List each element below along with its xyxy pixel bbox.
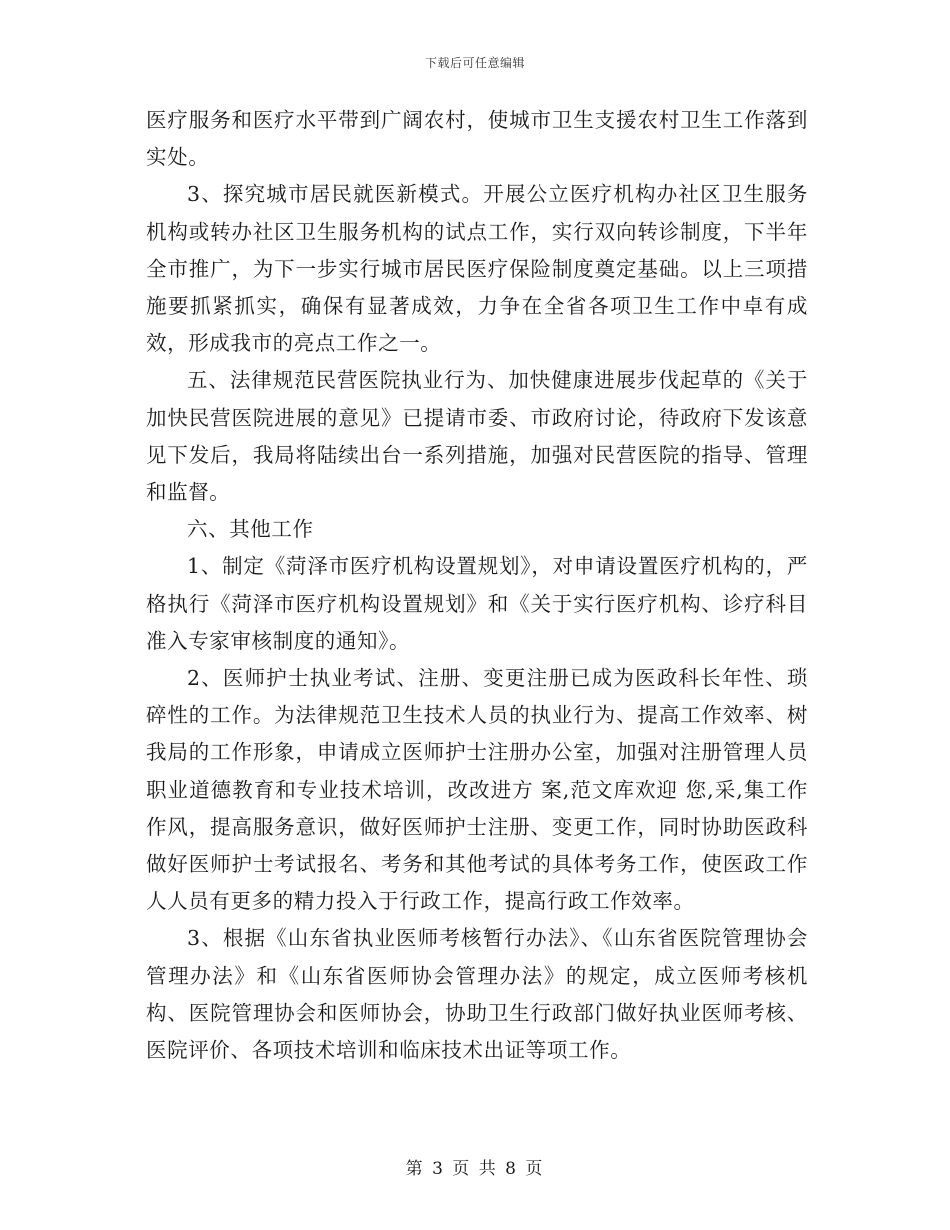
paragraph-continuation: 医疗服务和医疗水平带到广阔农村，使城市卫生支援农村卫生工作落到实处。 [146,108,808,170]
paragraph-item-3-medical-model: 3、探究城市居民就医新模式。开展公立医疗机构办社区卫生服务机构或转办社区卫生服务机构的试点工作，实行双向转诊制度，下半年全市推广，为下一步实行城市居民医疗保险制度奠定基础。以上三项措施要抓紧抓实，确保有显著成效，力争在全省各项卫生工作中卓有成效，形成我市的亮点工作之一。 [146,182,808,356]
paragraph-item-2-registration: 2、医师护士执业考试、注册、变更注册已成为医政科长年性、琐碎性的工作。为法律规范卫生技术人员的执业行为、提高工作效率、树我局的工作形象，申请成立医师护士注册办公室，加强对注册管理人员职业道德教育和专业技术培训，改改进方 案,范文库欢迎 您,采,集工作作风，提高服务意识，做好医师护士注册、变更工作，同时协助医政科做好医师护士考试报名、考务和其他考试的具体考务工作，使医政工作人人员有更多的精力投入于行政工作，提高行政工作效率。 [146,666,808,914]
paragraph-section-5-private-hospitals: 五、法律规范民营医院执业行为、加快健康进展步伐起草的《关于加快民营医院进展的意见》已提请市委、市政府讨论，待政府下发该意见下发后，我局将陆续出台一系列措施，加强对民营医院的指导、管理和监督。 [146,368,808,505]
document-body [146,102,808,1069]
paragraph-item-1-planning: 1、制定《菏泽市医疗机构设置规划》，对申请设置医疗机构的，严格执行《菏泽市医疗机构设置规划》和《关于实行医疗机构、诊疗科目准入专家审核制度的通知》。 [146,554,808,653]
page-number-footer: 第 3 页 共 8 页 [405,1159,545,1179]
heading-section-6-other-work: 六、其他工作 [187,517,314,542]
page-header-note: 下载后可任意编辑 [424,56,525,70]
paragraph-item-3-associations: 3、根据《山东省执业医师考核暂行办法》、《山东省医院管理协会管理办法》和《山东省医师协会管理办法》的规定，成立医师考核机构、医院管理协会和医师协会，协助卫生行政部门做好执业医师考核、医院评价、各项技术培训和临床技术出证等项工作。 [146,926,808,1063]
